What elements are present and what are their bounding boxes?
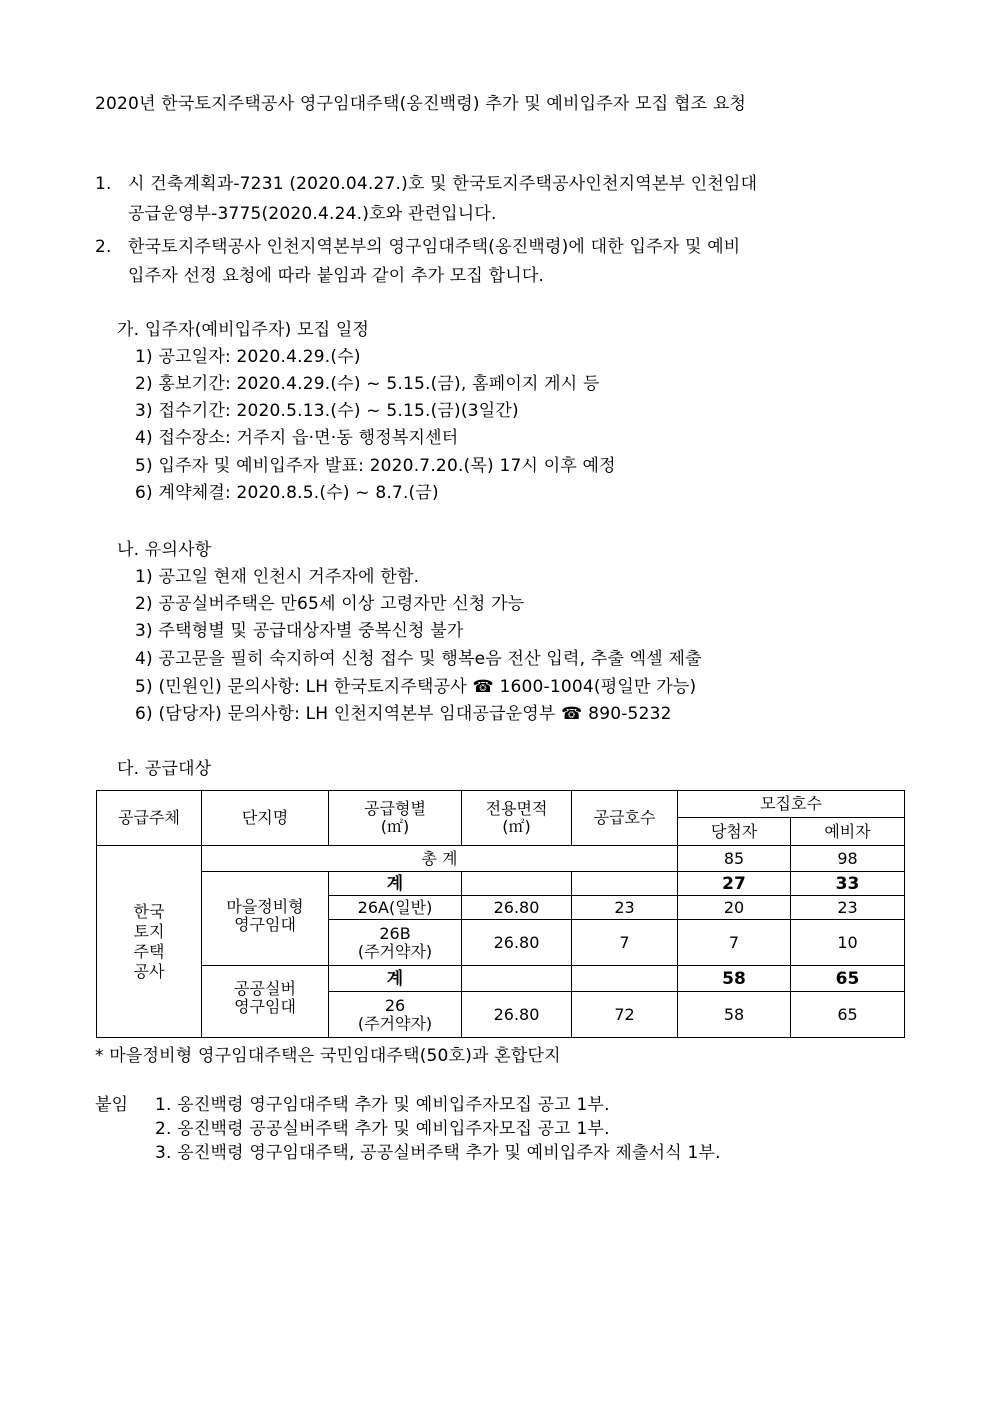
notice-item: 1) 공고일 현재 인천시 거주자에 한함.: [135, 567, 420, 587]
complex-name: 공공실버 영구임대: [202, 966, 329, 1038]
contact-item-1: [135, 675, 696, 699]
schedule-item: 6) 계약체결: 2020.8.5.(수) ~ 8.7.(금): [135, 483, 439, 503]
notice-item: 3) 주택형별 및 공급대상자별 중복신청 불가: [135, 621, 464, 641]
table-row-type: 26B (주거약자): [329, 920, 462, 966]
contact-1-phone: 1600-1004(평일만 가능): [499, 677, 697, 697]
section-b-heading: 나. 유의사항: [117, 540, 212, 560]
notice-item: 4) 공고문을 필히 숙지하여 신청 접수 및 행복e음 전산 입력, 추출 엑셀 제출: [135, 649, 702, 669]
table-footnote: * 마을정비형 영구임대주택은 국민임대주택(50호)과 혼합단지: [95, 1046, 561, 1066]
phone-icon: ☎: [561, 704, 583, 724]
schedule-item: 3) 접수기간: 2020.5.13.(수) ~ 5.15.(금)(3일간): [135, 401, 519, 421]
table-row-area: 26.80: [462, 896, 572, 920]
empty-cell: [462, 872, 572, 896]
contact-2-phone: 890-5232: [588, 704, 672, 724]
complex-name: 마을정비형 영구임대: [202, 872, 329, 966]
para-2-number: 2.: [95, 237, 112, 257]
para-1-number: 1.: [95, 174, 112, 194]
table-row-winner: 58: [678, 992, 791, 1038]
para-2-line1: 한국토지주택공사 인천지역본부의 영구임대주택(옹진백령)에 대한 입주자 및 예비: [128, 237, 741, 257]
table-row-area: 26.80: [462, 992, 572, 1038]
document-title: 2020년 한국토지주택공사 영구임대주택(옹진백령) 추가 및 예비입주자 모집 협조 요청: [95, 94, 747, 114]
schedule-item: 4) 접수장소: 거주지 읍·면·동 행정복지센터: [135, 428, 459, 448]
schedule-item: 2) 홍보기간: 2020.4.29.(수) ~ 5.15.(금), 홈페이지 게시 등: [135, 374, 600, 394]
table-row-winner: 20: [678, 896, 791, 920]
schedule-item: 1) 공고일자: 2020.4.29.(수): [135, 347, 361, 367]
total-label: 총 계: [202, 846, 678, 872]
supplier-cell: 한국 토지 주택 공사: [97, 846, 202, 1038]
section-a-heading: 가. 입주자(예비입주자) 모집 일정: [117, 320, 370, 340]
table-row-units: 23: [572, 896, 678, 920]
header-type: 공급형별 (㎡): [329, 791, 462, 846]
header-units: 공급호수: [572, 791, 678, 846]
subtotal-winner: 27: [678, 872, 791, 896]
para-1-line2: 공급운영부-3775(2020.4.24.)호와 관련입니다.: [128, 204, 497, 224]
table-row-winner: 7: [678, 920, 791, 966]
subtotal-reserve: 33: [791, 872, 905, 896]
subtotal-winner: 58: [678, 966, 791, 992]
table-row-units: 7: [572, 920, 678, 966]
empty-cell: [572, 872, 678, 896]
section-c-heading: 다. 공급대상: [117, 759, 212, 779]
header-reserve: 예비자: [791, 818, 905, 846]
supply-table: [96, 790, 905, 1038]
header-complex: 단지명: [202, 791, 329, 846]
schedule-item: 5) 입주자 및 예비입주자 발표: 2020.7.20.(목) 17시 이후 예정: [135, 456, 616, 476]
header-winner: 당첨자: [678, 818, 791, 846]
attachments-label: 붙임: [95, 1095, 129, 1115]
contact-item-2: [135, 702, 672, 726]
total-winner: 85: [678, 846, 791, 872]
attachment-item: 2. 옹진백령 공공실버주택 추가 및 예비입주자모집 공고 1부.: [155, 1119, 610, 1139]
subtotal-label: 계: [329, 966, 462, 992]
subtotal-label: 계: [329, 872, 462, 896]
header-area: 전용면적 (㎡): [462, 791, 572, 846]
header-recruit: 모집호수: [678, 791, 905, 818]
table-row-area: 26.80: [462, 920, 572, 966]
header-supplier: 공급주체: [97, 791, 202, 846]
table-row-reserve: 10: [791, 920, 905, 966]
notice-item: 2) 공공실버주택은 만65세 이상 고령자만 신청 가능: [135, 594, 525, 614]
table-row-units: 72: [572, 992, 678, 1038]
para-1-line1: 시 건축계획과-7231 (2020.04.27.)호 및 한국토지주택공사인천지역본부 인천임대: [128, 174, 758, 194]
subtotal-reserve: 65: [791, 966, 905, 992]
total-reserve: 98: [791, 846, 905, 872]
table-row-type: 26 (주거약자): [329, 992, 462, 1038]
phone-icon: ☎: [472, 677, 494, 697]
table-row-type: 26A(일반): [329, 896, 462, 920]
table-row-reserve: 65: [791, 992, 905, 1038]
attachment-item: 3. 옹진백령 영구임대주택, 공공실버주택 추가 및 예비입주자 제출서식 1부.: [155, 1143, 721, 1163]
para-2-line2: 입주자 선정 요청에 따라 붙임과 같이 추가 모집 합니다.: [128, 266, 545, 286]
table-row-reserve: 23: [791, 896, 905, 920]
attachment-item: 1. 옹진백령 영구임대주택 추가 및 예비입주자모집 공고 1부.: [155, 1095, 610, 1115]
empty-cell: [572, 966, 678, 992]
contact-1-label: 5) (민원인) 문의사항: LH 한국토지주택공사: [135, 677, 467, 697]
contact-2-label: 6) (담당자) 문의사항: LH 인천지역본부 임대공급운영부: [135, 704, 556, 724]
empty-cell: [462, 966, 572, 992]
